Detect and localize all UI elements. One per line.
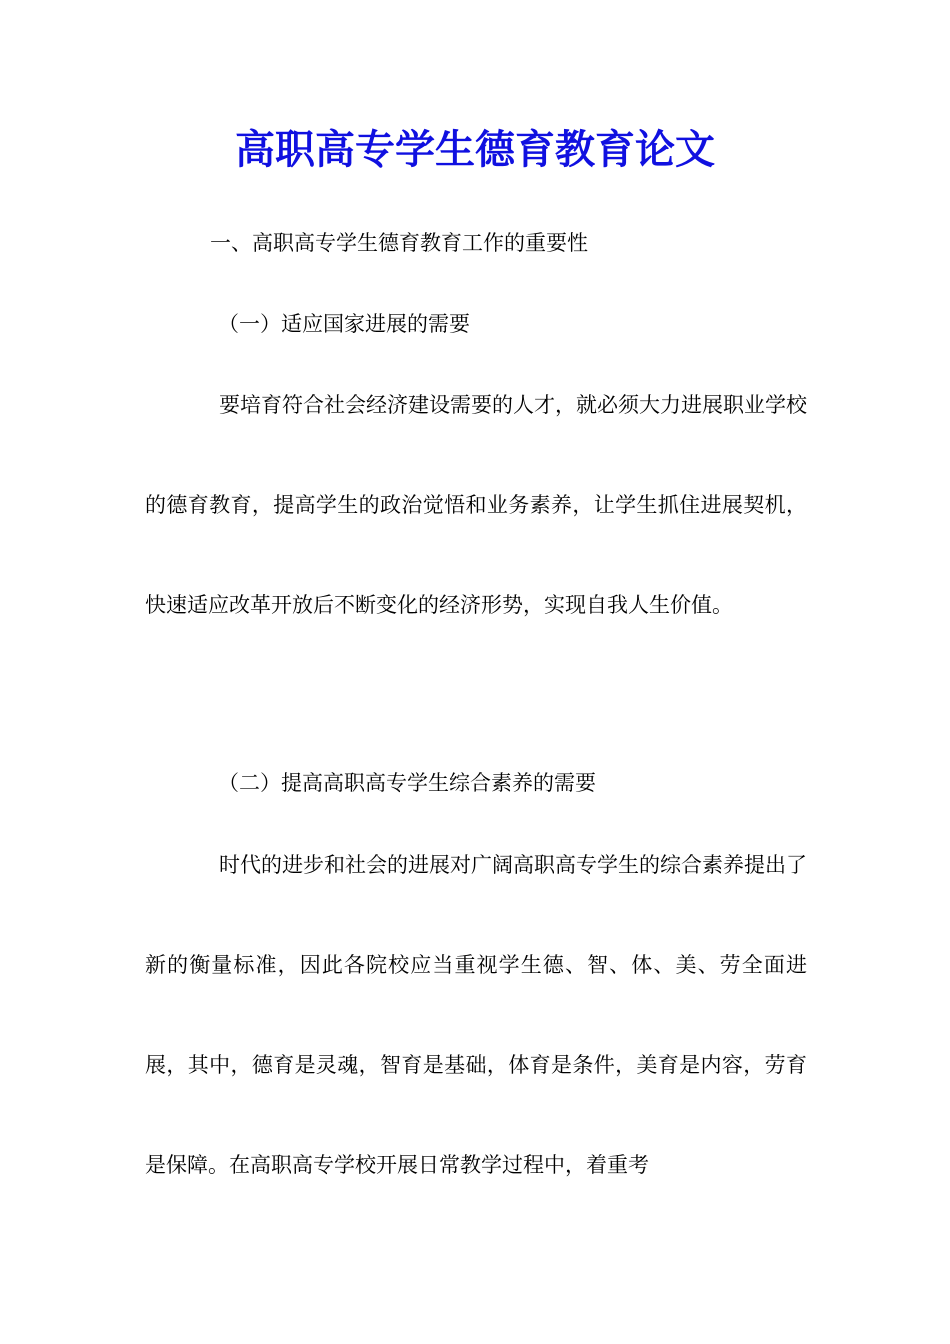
document-title: 高职高专学生德育教育论文 [235, 126, 715, 173]
paragraph-comprehensive-quality: 时代的进步和社会的进展对广阔高职高专学生的综合素养提出了新的衡量标准，因此各院校应当重视学生德、智、体、美、劳全面进展，其中，德育是灵魂，智育是基础，体育是条件，美育是内容，劳育是保障。在高职高专学校开展日常教学过程中，着重考 [145, 853, 807, 1177]
section-heading-importance: 一、高职高专学生德育教育工作的重要性 [210, 231, 588, 255]
subheading-national-development: （一）适应国家进展的需要 [218, 312, 470, 336]
paragraph-national-development: 要培育符合社会经济建设需要的人才，就必须大力进展职业学校的德育教育，提高学生的政治觉悟和业务素养，让学生抓住进展契机，快速适应改革开放后不断变化的经济形势，实现自我人生价值。 [145, 393, 807, 617]
subheading-comprehensive-quality: （二）提高高职高专学生综合素养的需要 [218, 771, 596, 795]
